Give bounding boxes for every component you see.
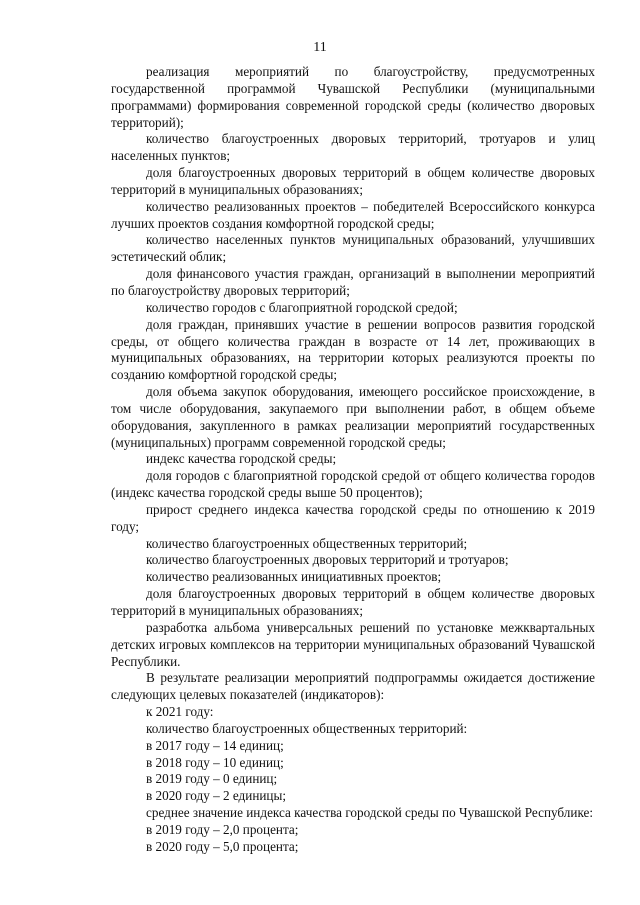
paragraph: количество благоустроенных общественных территорий: [146,720,468,736]
paragraph: индекс качества городской среды; [146,451,337,467]
paragraph: доля городов с благоприятной городской средой от общего количества городов (индекс качества городской среды выше 50 процентов); [111,468,595,501]
paragraph: В результате реализации мероприятий подпрограммы ожидается достижение следующих целевых показателей (индикаторов): [111,670,595,703]
paragraph: в 2019 году – 0 единиц; [146,771,278,787]
paragraph: количество благоустроенных дворовых территорий и тротуаров; [146,552,509,568]
paragraph: к 2021 году: [146,704,214,720]
paragraph: количество реализованных инициативных проектов; [146,569,442,585]
paragraph: разработка альбома универсальных решений по установке межквартальных детских игровых комплексов на территории муниципальных образований Чувашской Республики. [111,619,595,669]
paragraph: прирост среднего индекса качества городской среды по отношению к 2019 году; [111,501,595,534]
paragraph: количество благоустроенных общественных территорий; [146,535,468,551]
paragraph: доля объема закупок оборудования, имеющего российское происхождение, в том числе оборудования, закупаемого при выполнении работ, в общем объеме оборудования, закупленного в рамках реализации мероприятий государственных (муниципальных) программ современной городской среды; [111,384,595,450]
paragraph: в 2020 году – 2 единицы; [146,788,287,804]
paragraph: доля финансового участия граждан, организаций в выполнении мероприятий по благоустройству дворовых территорий; [111,266,595,298]
paragraph: количество населенных пунктов муниципальных образований, улучшивших эстетический облик; [111,232,595,265]
page-number: 11 [313,40,327,55]
paragraph: доля благоустроенных дворовых территорий в общем количестве дворовых территорий в муниципальных образованиях; [111,165,595,197]
paragraph: количество реализованных проектов – победителей Всероссийского конкурса лучших проектов создания комфортной городской среды; [111,198,595,231]
paragraph: в 2018 году – 10 единиц; [146,754,284,770]
paragraph: количество городов с благоприятной городской средой; [146,299,458,315]
document-body [111,64,595,856]
paragraph: реализация мероприятий по благоустройству, предусмотренных государственной программой Чувашской Республики (муниципальными программами) формирования современной городской среды (количество дворовых территорий); [111,64,595,130]
paragraph: доля благоустроенных дворовых территорий в общем количестве дворовых территорий в муниципальных образованиях; [111,586,595,618]
paragraph: в 2020 году – 5,0 процента; [146,838,299,854]
paragraph: в 2019 году – 2,0 процента; [146,821,299,837]
paragraph: количество благоустроенных дворовых территорий, тротуаров и улиц населенных пунктов; [111,131,595,164]
paragraph: среднее значение индекса качества городской среды по Чувашской Республике: [146,805,594,821]
paragraph: доля граждан, принявших участие в решении вопросов развития городской среды, от общего количества граждан в возрасте от 14 лет, проживающих в муниципальных образованиях, на территории которых реализуются проекты по созданию комфортной городской среды; [111,316,595,383]
paragraph: в 2017 году – 14 единиц; [146,737,284,753]
